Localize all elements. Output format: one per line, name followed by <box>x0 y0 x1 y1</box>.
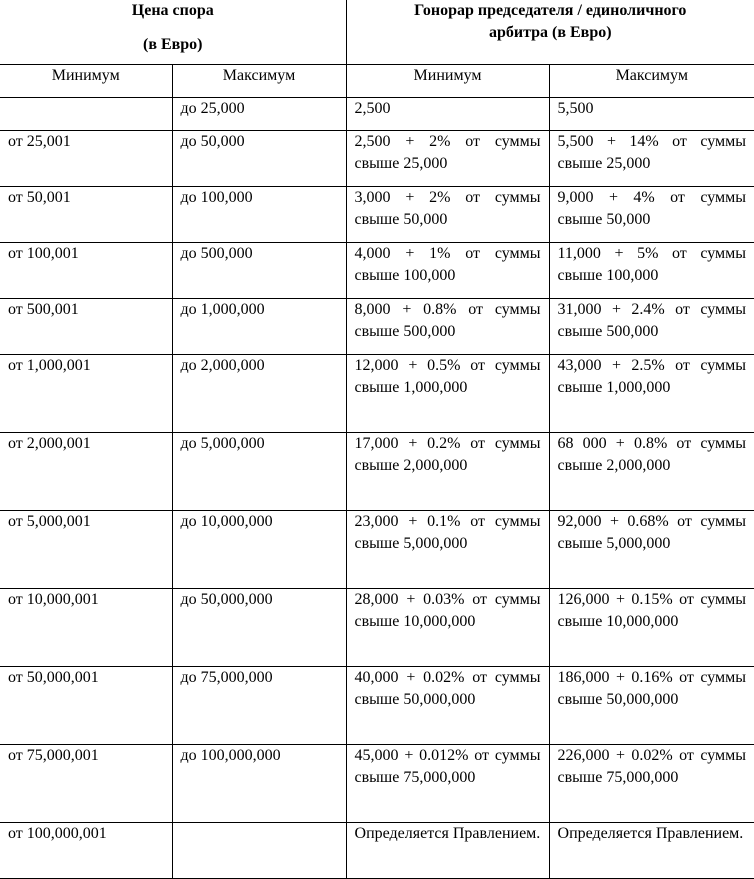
table-row <box>0 98 754 131</box>
header-row-secondary <box>0 65 754 98</box>
range-max-cell: до 5,000,000 <box>172 433 346 511</box>
range-min-cell: от 10,000,001 <box>0 589 172 667</box>
range-min-cell: от 100,001 <box>0 243 172 299</box>
column-header-value-min: Минимум <box>0 65 172 98</box>
table-row <box>0 355 754 433</box>
arbitrator-fee-currency: арбитра (в Евро) <box>488 24 612 41</box>
range-min-cell: от 75,000,001 <box>0 745 172 823</box>
range-min-cell: от 50,001 <box>0 187 172 243</box>
fee-max-cell: 5,500 <box>549 98 754 131</box>
column-header-fee-max: Максимум <box>549 65 754 98</box>
header-row-primary <box>0 0 754 65</box>
range-max-cell: до 100,000 <box>172 187 346 243</box>
table-row <box>0 745 754 823</box>
fee-max-cell: 5,500 + 14% от суммы свыше 25,000 <box>549 131 754 187</box>
fee-max-cell: 9,000 + 4% от суммы свыше 50,000 <box>549 187 754 243</box>
arbitrator-fee-title: Гонорар председателя / единоличного <box>414 2 687 19</box>
fee-min-cell: Определяется Правлением. <box>346 823 549 879</box>
fee-max-cell: 43,000 + 2.5% от суммы свыше 1,000,000 <box>549 355 754 433</box>
range-max-cell: до 1,000,000 <box>172 299 346 355</box>
table-row <box>0 187 754 243</box>
fee-max-cell: 31,000 + 2.4% от суммы свыше 500,000 <box>549 299 754 355</box>
range-min-cell <box>0 98 172 131</box>
fee-max-cell: 11,000 + 5% от суммы свыше 100,000 <box>549 243 754 299</box>
column-header-value-max: Максимум <box>172 65 346 98</box>
table-row <box>0 243 754 299</box>
fee-min-cell: 12,000 + 0.5% от суммы свыше 1,000,000 <box>346 355 549 433</box>
table-row <box>0 299 754 355</box>
fee-min-cell: 45,000 + 0.012% от суммы свыше 75,000,000 <box>346 745 549 823</box>
dispute-value-currency: (в Евро) <box>143 36 203 53</box>
fee-min-cell: 2,500 + 2% от суммы свыше 25,000 <box>346 131 549 187</box>
fee-min-cell: 28,000 + 0.03% от суммы свыше 10,000,000 <box>346 589 549 667</box>
fee-min-cell: 40,000 + 0.02% от суммы свыше 50,000,000 <box>346 667 549 745</box>
fee-min-cell: 17,000 + 0.2% от суммы свыше 2,000,000 <box>346 433 549 511</box>
table-row <box>0 823 754 879</box>
arbitrator-fee-header <box>346 0 754 65</box>
range-max-cell: до 50,000 <box>172 131 346 187</box>
table-row <box>0 589 754 667</box>
range-min-cell: от 25,001 <box>0 131 172 187</box>
fee-min-cell: 2,500 <box>346 98 549 131</box>
fee-max-cell: 68 000 + 0.8% от суммы свыше 2,000,000 <box>549 433 754 511</box>
range-max-cell <box>172 823 346 879</box>
table-row <box>0 667 754 745</box>
table-row <box>0 511 754 589</box>
fee-min-cell: 3,000 + 2% от суммы свыше 50,000 <box>346 187 549 243</box>
range-min-cell: от 100,000,001 <box>0 823 172 879</box>
fee-min-cell: 23,000 + 0.1% от суммы свыше 5,000,000 <box>346 511 549 589</box>
range-max-cell: до 10,000,000 <box>172 511 346 589</box>
range-min-cell: от 5,000,001 <box>0 511 172 589</box>
range-min-cell: от 50,000,001 <box>0 667 172 745</box>
fee-max-cell: Определяется Правлением. <box>549 823 754 879</box>
table-row <box>0 131 754 187</box>
range-min-cell: от 2,000,001 <box>0 433 172 511</box>
fee-max-cell: 126,000 + 0.15% от суммы свыше 10,000,000 <box>549 589 754 667</box>
fee-min-cell: 8,000 + 0.8% от суммы свыше 500,000 <box>346 299 549 355</box>
range-min-cell: от 1,000,001 <box>0 355 172 433</box>
fee-max-cell: 186,000 + 0.16% от суммы свыше 50,000,000 <box>549 667 754 745</box>
range-min-cell: от 500,001 <box>0 299 172 355</box>
fee-max-cell: 226,000 + 0.02% от суммы свыше 75,000,000 <box>549 745 754 823</box>
column-header-fee-min: Минимум <box>346 65 549 98</box>
fee-max-cell: 92,000 + 0.68% от суммы свыше 5,000,000 <box>549 511 754 589</box>
range-max-cell: до 50,000,000 <box>172 589 346 667</box>
dispute-value-title: Цена спора <box>131 2 214 19</box>
range-max-cell: до 500,000 <box>172 243 346 299</box>
range-max-cell: до 100,000,000 <box>172 745 346 823</box>
fee-min-cell: 4,000 + 1% от суммы свыше 100,000 <box>346 243 549 299</box>
range-max-cell: до 2,000,000 <box>172 355 346 433</box>
table-row <box>0 433 754 511</box>
dispute-value-header <box>0 0 346 65</box>
range-max-cell: до 25,000 <box>172 98 346 131</box>
fee-rows <box>0 98 754 879</box>
range-max-cell: до 75,000,000 <box>172 667 346 745</box>
